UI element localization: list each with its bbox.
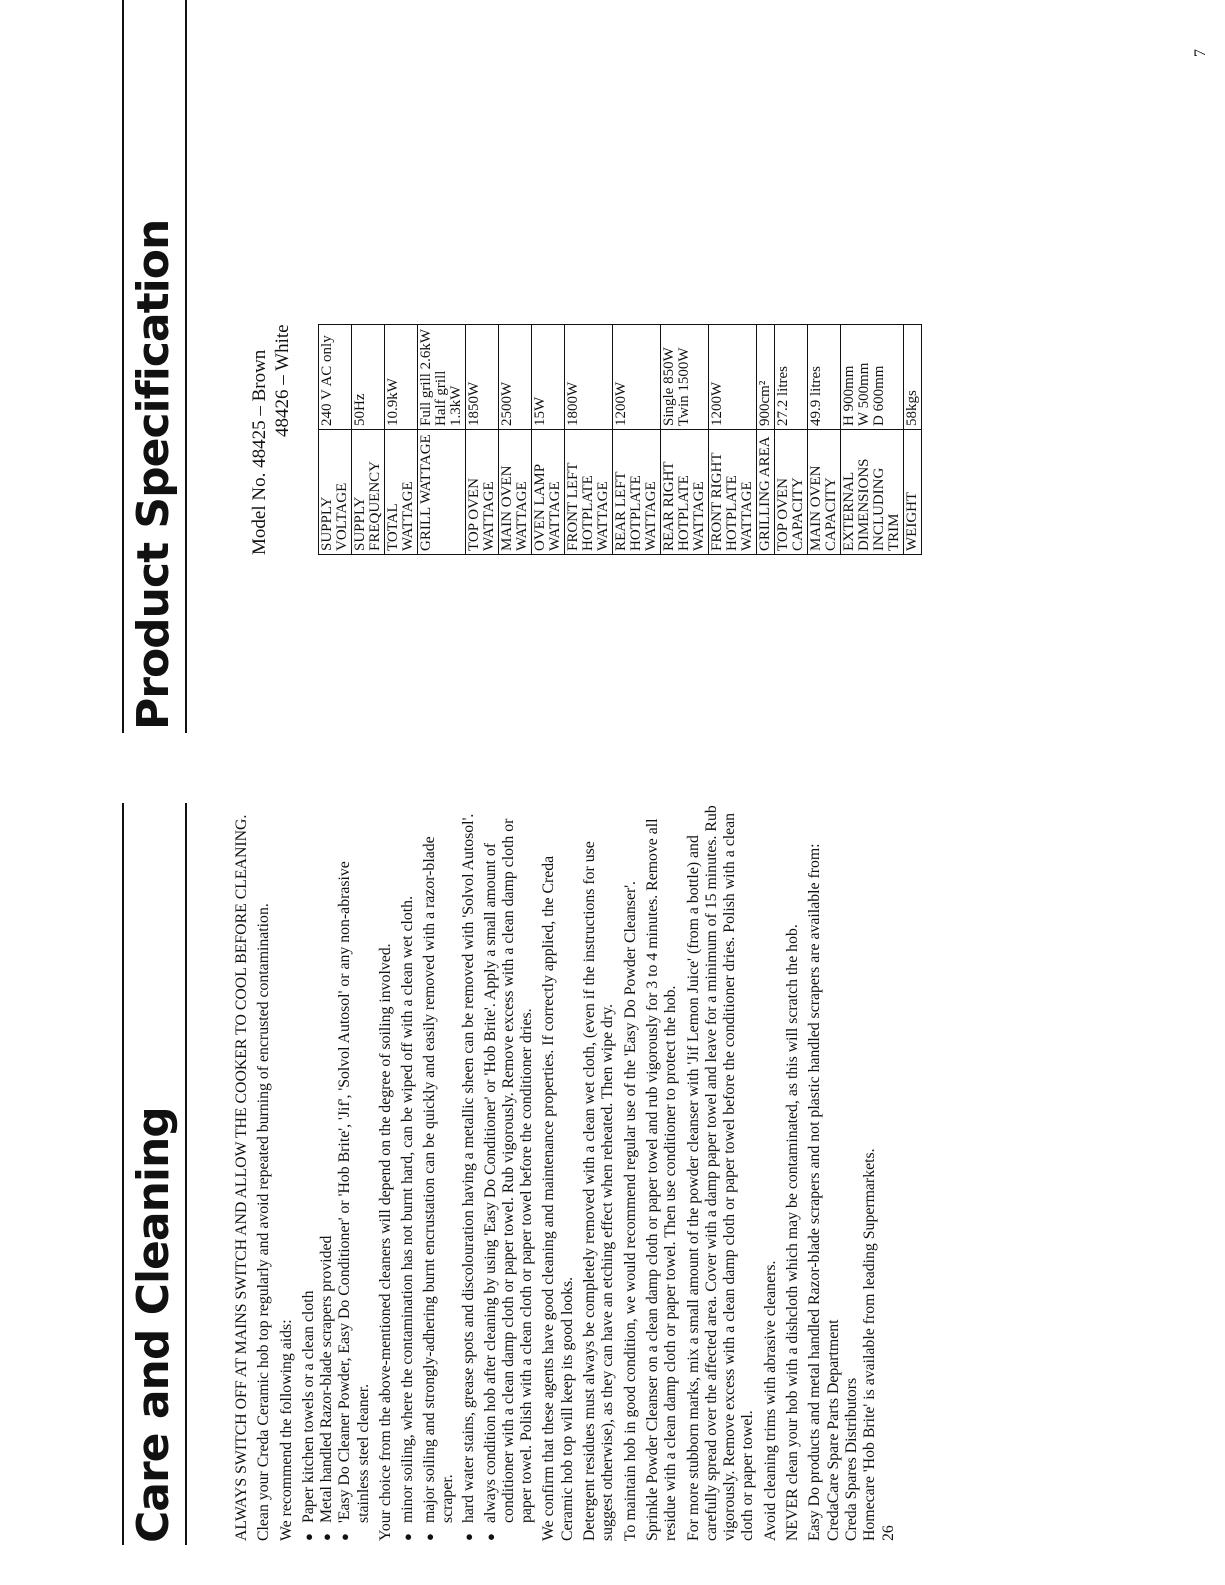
spec-row (352, 325, 385, 555)
spec-row (757, 325, 775, 555)
spec-value: 1200W (709, 325, 757, 430)
soiling-item: ● major soiling and strongly-adhering burnt encrustation can be quickly and easily removed with a razor-blade scraper. (421, 805, 458, 1541)
left-top-rule (122, 803, 124, 1545)
spec-row (613, 325, 661, 555)
left-heading-rule (185, 803, 187, 1545)
avoid-text: Avoid cleaning trims with abrasive cleaners. (761, 1260, 779, 1541)
spec-row (499, 325, 532, 555)
model-number (248, 324, 294, 555)
spec-label: WEIGHT (904, 430, 922, 555)
spec-value: 2500W (499, 325, 532, 430)
aid-item: ● Paper kitchen towels or a clean cloth (300, 805, 318, 1541)
stubborn-text: For more stubborn marks, mix a small amount of the powder cleanser with 'Jif Lemon Juice' (from a bottle) and carefully spread over the affected area. Cover with a damp paper towel and leave for a minimum of 15 minutes. Rub vigorously. Remove excess with a clean damp cloth or paper towel before the conditioner dries. Polish with a clean cloth or paper towel. (684, 805, 757, 1541)
spec-label: OVEN LAMP WATTAGE (532, 430, 565, 555)
spec-row (709, 325, 757, 555)
spec-label: SUPPLY FREQUENCY (352, 430, 385, 555)
care-cleaning-body (233, 805, 898, 1541)
spec-row (775, 325, 808, 555)
spec-value: 49.9 litres (808, 325, 841, 430)
right-heading-rule (185, 0, 187, 733)
spec-value: 15W (532, 325, 565, 430)
spec-row (418, 325, 466, 555)
spec-label: SUPPLY VOLTAGE (319, 430, 352, 555)
soiling-item: ● minor soiling, where the contamination has not burnt hard, can be wiped off with a clean wet cloth. (399, 805, 417, 1541)
spec-value: 58kgs (904, 325, 922, 430)
spec-row (532, 325, 565, 555)
spec-value: 240 V AC only (319, 325, 352, 430)
care-cleaning-title: Care and Cleaning (128, 1107, 179, 1543)
spec-value: 27.2 litres (775, 325, 808, 430)
spec-row (319, 325, 352, 555)
confirm-text: We confirm that these agents have good cleaning and maintenance properties. If correctly applied, the Creda Ceramic hob top will keep its good looks. (540, 855, 576, 1541)
spec-label: REAR RIGHT HOTPLATE WATTAGE (661, 430, 709, 555)
spec-label: MAIN OVEN CAPACITY (808, 430, 841, 555)
spec-row (466, 325, 499, 555)
spec-label: REAR LEFT HOTPLATE WATTAGE (613, 430, 661, 555)
right-top-rule (122, 0, 124, 733)
spec-value: Single 850W Twin 1500W (661, 325, 709, 430)
spec-value: 1850W (466, 325, 499, 430)
spec-row (385, 325, 418, 555)
spec-value: Full grill 2.6kW Half grill 1.3kW (418, 325, 466, 430)
spec-value: 1200W (613, 325, 661, 430)
spec-label: FRONT LEFT HOTPLATE WATTAGE (565, 430, 613, 555)
detergent-text: Detergent residues must always be completely removed with a clean wet cloth, (even if the instructions for use suggest otherwise), as they can have an etching effect when reheated. Then wipe dry. (581, 841, 617, 1541)
soiling-item: ● hard water stains, grease spots and discolouration having a metallic sheen can be removed with 'Solvol Autosol'. (460, 805, 478, 1541)
supplier-line: Creda Spares Distributors (842, 1377, 860, 1541)
spec-row (808, 325, 841, 555)
supplier-line: CredaCare Spare Parts Department (824, 1319, 842, 1541)
spec-value: H 900mm W 500mm D 600mm (841, 325, 904, 430)
clean-regularly-text: Clean your Creda Ceramic hob top regularly and avoid repeated burning of encrusted contamination. (255, 903, 273, 1541)
spec-label: EXTERNAL DIMENSIONS INCLUDING TRIM (841, 430, 904, 555)
spec-label: TOP OVEN WATTAGE (466, 430, 499, 555)
model-white: 48426 – White (272, 324, 293, 437)
model-brown: Model No. 48425 – Brown (249, 349, 270, 555)
page-number-right: 7 (1192, 49, 1209, 57)
warning-text: ALWAYS SWITCH OFF AT MAINS SWITCH AND ALLOW THE COOKER TO COOL BEFORE CLEANING. (233, 814, 250, 1541)
never-text: NEVER clean your hob with a dishcloth which may be contaminated, as this will scratch the hob. (784, 924, 802, 1541)
soiling-item: ● always condition hob after cleaning by using 'Easy Do Conditioner' or 'Hob Brite'. Apply a small amount of conditioner with a clean damp cloth or paper towel. Rub vigorously. Remove excess with a clean damp cloth or paper towel. Polish with a clean cloth or paper towel before the conditioner dries. (482, 805, 537, 1541)
spec-row (841, 325, 904, 555)
spec-label: FRONT RIGHT HOTPLATE WATTAGE (709, 430, 757, 555)
page-number: 26 (879, 1525, 897, 1541)
spec-row (904, 325, 922, 555)
spec-label: TOP OVEN CAPACITY (775, 430, 808, 555)
recommend-text: We recommend the following aids: (277, 1319, 295, 1541)
maintain-text: To maintain hob in good condition, we would recommend regular use of the 'Easy Do Powder Cleanser'. (621, 880, 639, 1541)
homecare-text: Homecare 'Hob Brite' is available from leading Supermarkets. (861, 1148, 879, 1541)
spec-value: 10.9kW (385, 325, 418, 430)
spec-label: MAIN OVEN WATTAGE (499, 430, 532, 555)
product-spec-title: Product Specification (128, 219, 179, 730)
spec-label: GRILLING AREA (757, 430, 775, 555)
spec-label: TOTAL WATTAGE (385, 430, 418, 555)
spec-value: 50Hz (352, 325, 385, 430)
spec-row (565, 325, 613, 555)
easy-do-text: Easy Do products and metal handled Razor-blade scrapers and not plastic handled scrapers are available from: (806, 843, 824, 1541)
spec-value: 1800W (565, 325, 613, 430)
spec-label: GRILL WATTAGE (418, 430, 466, 555)
aid-item: ● 'Easy Do Cleaner Powder, Easy Do Conditioner' or 'Hob Brite', 'Jif', 'Solvol Autosol' or any non-abrasive stainless steel cleaner. (336, 805, 373, 1541)
aid-item: ● Metal handled Razor-blade scrapers provided (318, 805, 336, 1541)
choice-text: Your choice from the above-mentioned cleaners will depend on the degree of soiling involved. (377, 943, 395, 1541)
sprinkle-text: Sprinkle Powder Cleanser on a clean damp cloth or paper towel and rub vigorously for 3 to 4 minutes. Remove all residue with a clean damp cloth or paper towel. Then use conditioner to protect the hob. (643, 818, 680, 1541)
spec-value: 900cm² (757, 325, 775, 430)
spec-row (661, 325, 709, 555)
spec-table (318, 324, 922, 555)
